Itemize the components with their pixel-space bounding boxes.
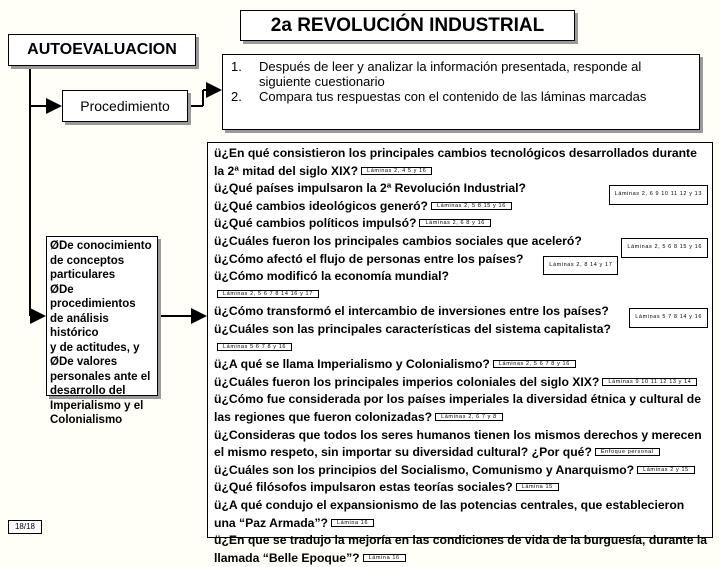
check-icon: ü (214, 480, 222, 495)
lamina-tag: Láminas 5 7 8 14 y 16 (629, 308, 708, 328)
question-item (214, 427, 708, 462)
lamina-tag: Láminas 2, 8 14 y 17 (543, 256, 618, 276)
check-icon: ü (214, 322, 222, 336)
concept-line: ØDe valores (50, 356, 118, 368)
lamina-tag: Enfoque personal (595, 448, 660, 456)
question-text: ¿A qué se llama Imperialismo y Colonialismo? (221, 357, 490, 372)
question-item (214, 180, 708, 198)
lamina-tag: Láminas 9 10 11 12 13 y 14 (602, 378, 697, 386)
question-item (214, 391, 708, 426)
concept-line: ØDe conocimiento (50, 240, 152, 252)
lamina-tag: Láminas 2, 5 8 15 y 16 (431, 202, 512, 210)
question-item (214, 215, 708, 233)
concept-line: ØDe procedimientos (50, 283, 136, 310)
lamina-tag: Lámina 16 (363, 554, 406, 562)
question-text: ¿Cómo modificó la economía mundial? (221, 269, 449, 284)
page-title: 2a REVOLUCIÓN INDUSTRIAL (240, 10, 575, 41)
concept-line: Colonialismo (50, 414, 123, 426)
question-text: ¿Cómo transformó el intercambio de inversiones entre los países? (221, 304, 609, 319)
question-text: ¿Cuáles fueron los principales imperios coloniales del siglo XIX? (221, 374, 600, 389)
question-item (214, 145, 708, 180)
autoevaluacion-label: AUTOEVALUACION (8, 34, 196, 66)
question-item (214, 462, 708, 480)
check-icon: ü (214, 181, 222, 196)
check-icon: ü (214, 427, 222, 442)
question-item (214, 268, 708, 303)
check-icon: ü (214, 533, 222, 548)
question-item (214, 233, 708, 251)
question-item (214, 303, 708, 321)
question-text: ¿Cuáles son las principales características del sistema capitalista? (221, 322, 611, 336)
question-text: ¿A qué condujo el expansionismo de las potencias centrales, que establecieron una “Paz Armada”? (214, 498, 685, 530)
question-text: ¿Qué cambios políticos impulsó? (221, 216, 417, 231)
concept-line: de conceptos (50, 254, 125, 267)
question-item (214, 479, 708, 497)
question-text: ¿Qué filósofos impulsaron estas teorías sociales? (221, 480, 513, 495)
concept-line: y de actitudes, y (50, 341, 140, 354)
question-text: ¿Cuáles fueron los principales cambios sociales que aceleró? (221, 234, 582, 249)
concept-line: particulares (50, 269, 116, 281)
check-icon: ü (214, 146, 222, 160)
lamina-tag: Lámina 15 (516, 483, 559, 491)
question-item (214, 497, 708, 532)
concepts-box (46, 236, 158, 426)
check-icon: ü (214, 304, 222, 319)
question-text: ¿Cómo fue considerada por los países imperiales la diversidad étnica y cultural de las regiones que fueron colonizadas? (214, 392, 701, 425)
check-icon: ü (214, 374, 222, 389)
check-icon: ü (214, 198, 222, 213)
instruction-text: Compara tus respuestas con el contenido de las láminas marcadas (259, 89, 647, 104)
lamina-tag: Láminas 2, 4 5 y 16 (361, 167, 432, 175)
concept-line: de análisis histórico (50, 312, 109, 339)
check-icon: ü (214, 392, 222, 407)
concept-line: desarrollo del (50, 385, 126, 397)
instruction-item (231, 59, 693, 89)
lamina-tag: Láminas 2, 6 9 10 11 12 y 13 (609, 185, 708, 205)
check-icon: ü (214, 357, 222, 372)
instruction-item (231, 89, 693, 104)
lamina-tag: Láminas 2 y 15 (637, 466, 695, 474)
instruction-number: 1. (231, 59, 242, 74)
concept-line: personales ante el (50, 370, 151, 383)
question-item (214, 356, 708, 374)
procedimiento-label: Procedimiento (62, 90, 188, 122)
instructions-box (222, 54, 700, 130)
lamina-tag: Láminas 2, 5 6 7 8 y 16 (493, 360, 576, 368)
check-icon: ü (214, 216, 222, 231)
check-icon: ü (214, 462, 222, 477)
lamina-tag: Láminas 2, 5 6 8 15 y 16 (621, 238, 708, 258)
check-icon: ü (214, 498, 222, 513)
lamina-tag: Lámina 16 (331, 519, 374, 527)
question-text: ¿En qué consistieron los principales cambios tecnológicos desarrollados durante la 2ª mitad del siglo XIX? (214, 146, 697, 178)
page-number: 18/18 (8, 520, 42, 534)
question-text: ¿Consideras que todos los seres humanos tienen los mismos derechos y merecen el mismo respeto, sin importar su diversidad cultural? ¿Por qué? (214, 427, 702, 460)
questions-box (207, 142, 713, 565)
question-text: ¿En que se tradujo la mejoría en las condiciones de vida de la burguesía, durante la llamada “Belle Epoque”? (214, 533, 708, 565)
lamina-tag: Láminas 2, 6 8 y 16 (419, 219, 490, 227)
check-icon: ü (214, 269, 222, 284)
check-icon: ü (214, 234, 222, 249)
check-icon: ü (214, 251, 222, 266)
lamina-tag: Láminas 2, 6 7 y 8 (435, 413, 503, 421)
question-text: ¿Qué países impulsaron la 2ª Revolución Industrial? (221, 181, 526, 196)
instruction-number: 2. (231, 89, 242, 104)
question-item (214, 532, 708, 567)
lamina-tag: Láminas 2, 5 6 7 8 14 16 y 17 (217, 290, 319, 298)
question-text: ¿Qué cambios ideológicos generó? (221, 198, 428, 213)
instruction-text: Después de leer y analizar la información presentada, responde al siguiente cuestionario (259, 59, 642, 89)
lamina-tag: Láminas 5 6 7 8 y 16 (217, 343, 292, 351)
question-item (214, 374, 708, 392)
concept-line: Imperialismo y el (50, 399, 144, 412)
question-text: ¿Cómo afectó el flujo de personas entre los países? (221, 251, 524, 266)
question-text: ¿Cuáles son los principios del Socialismo, Comunismo y Anarquismo? (221, 462, 635, 477)
